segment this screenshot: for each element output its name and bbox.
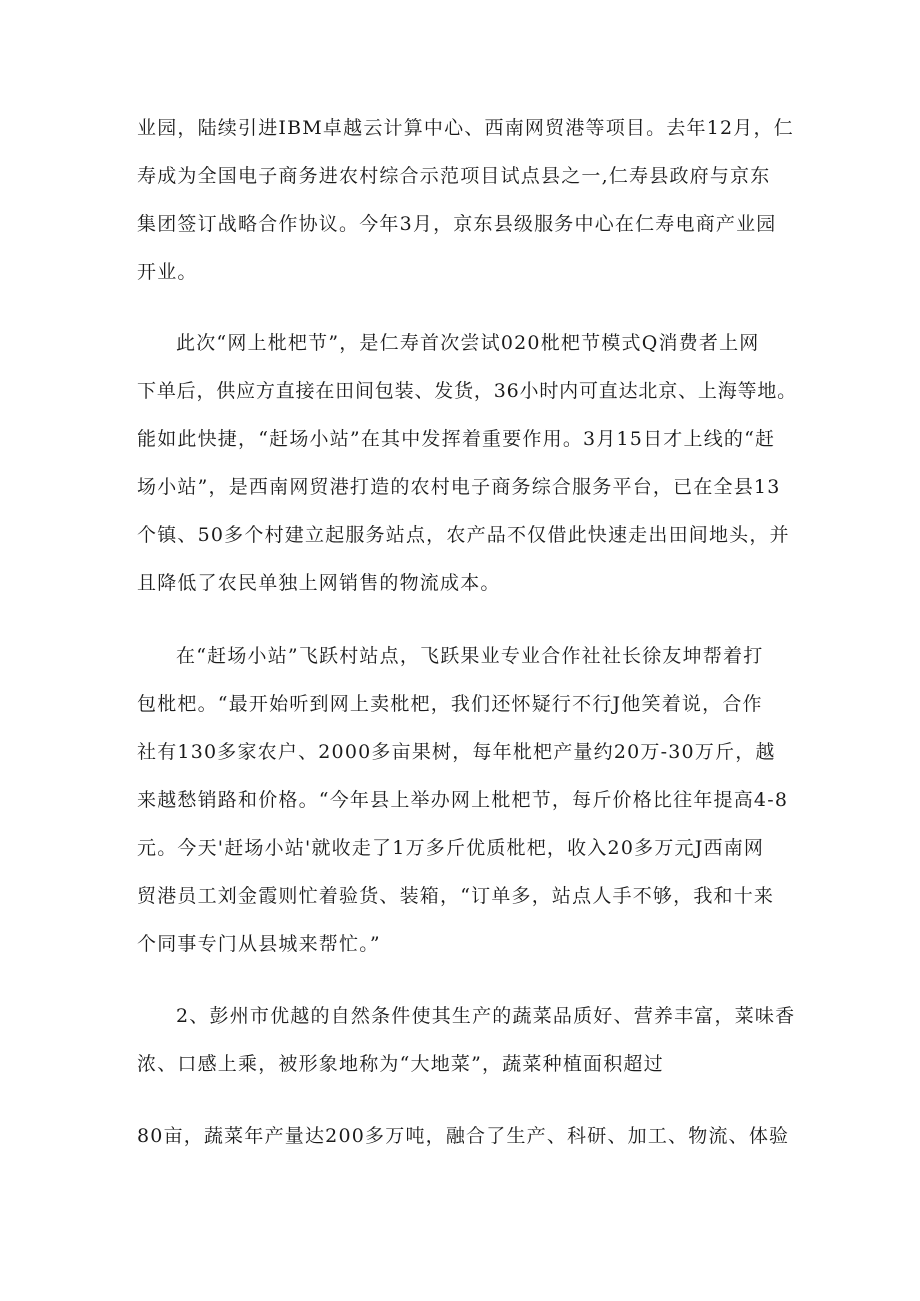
paragraph-2-line-5: 个镇、50多个村建立起服务站点，农产品不仅借此快速走出田间地头，并 [137,524,790,546]
paragraph-2-line-1: 此次“网上枇杷节”，是仁寿首次尝试020枇杷节模式Q消费者上网 [176,332,760,354]
paragraph-3-line-4: 来越愁销路和价格。“今年县上举办网上枇杷节，每斤价格比往年提高4-8 [137,789,789,811]
paragraph-3-line-6: 贸港员工刘金霞则忙着验货、装箱，“订单多，站点人手不够，我和十来 [137,885,775,907]
paragraph-3-line-2: 包枇杷。“最开始听到网上卖枇杷，我们还怀疑行不行J他笑着说，合作 [137,693,763,715]
paragraph-1-line-2: 寿成为全国电子商务进农村综合示范项目试点县之一,仁寿县政府与京东 [137,165,771,187]
paragraph-3-line-1: 在“赶场小站”飞跃村站点，飞跃果业专业合作社社长徐友坤帮着打 [176,645,764,667]
paragraph-2-line-6: 且降低了农民单独上网销售的物流成本。 [137,572,501,594]
paragraph-3-line-5: 元。今天'赶场小站'就收走了1万多斤优质枇杷，收入20多万元J西南网 [137,837,765,859]
paragraph-1-line-3: 集团签订战略合作协议。今年3月，京东县级服务中心在仁寿电商产业园 [137,213,777,235]
paragraph-3-line-3: 社有130多家农户、2000多亩果树，每年枇杷产量约20万-30万斤，越 [137,741,776,763]
paragraph-4-line-1: 2、彭州市优越的自然条件使其生产的蔬菜品质好、营养丰富，菜味香 [176,1005,796,1027]
paragraph-1-line-4: 开业。 [137,261,198,283]
paragraph-5-line-1: 80亩，蔬菜年产量达200多万吨，融合了生产、科研、加工、物流、体验 [137,1125,790,1147]
paragraph-3-line-7: 个同事专门从县城来帮忙。” [137,933,381,955]
paragraph-2-line-2: 下单后，供应方直接在田间包装、发货，36小时内可直达北京、上海等地。 [137,380,797,402]
paragraph-2-line-4: 场小站”，是西南网贸港打造的农村电子商务综合服务平台，已在全县13 [137,476,781,498]
paragraph-4-line-2: 浓、口感上乘，被形象地称为“大地菜”，蔬菜种植面积超过 [137,1053,664,1075]
paragraph-2-line-3: 能如此快捷，“赶场小站”在其中发挥着重要作用。3月15日才上线的“赶 [137,428,776,450]
paragraph-1-line-1: 业园，陆续引进IBM卓越云计算中心、西南网贸港等项目。去年12月，仁 [137,117,794,139]
